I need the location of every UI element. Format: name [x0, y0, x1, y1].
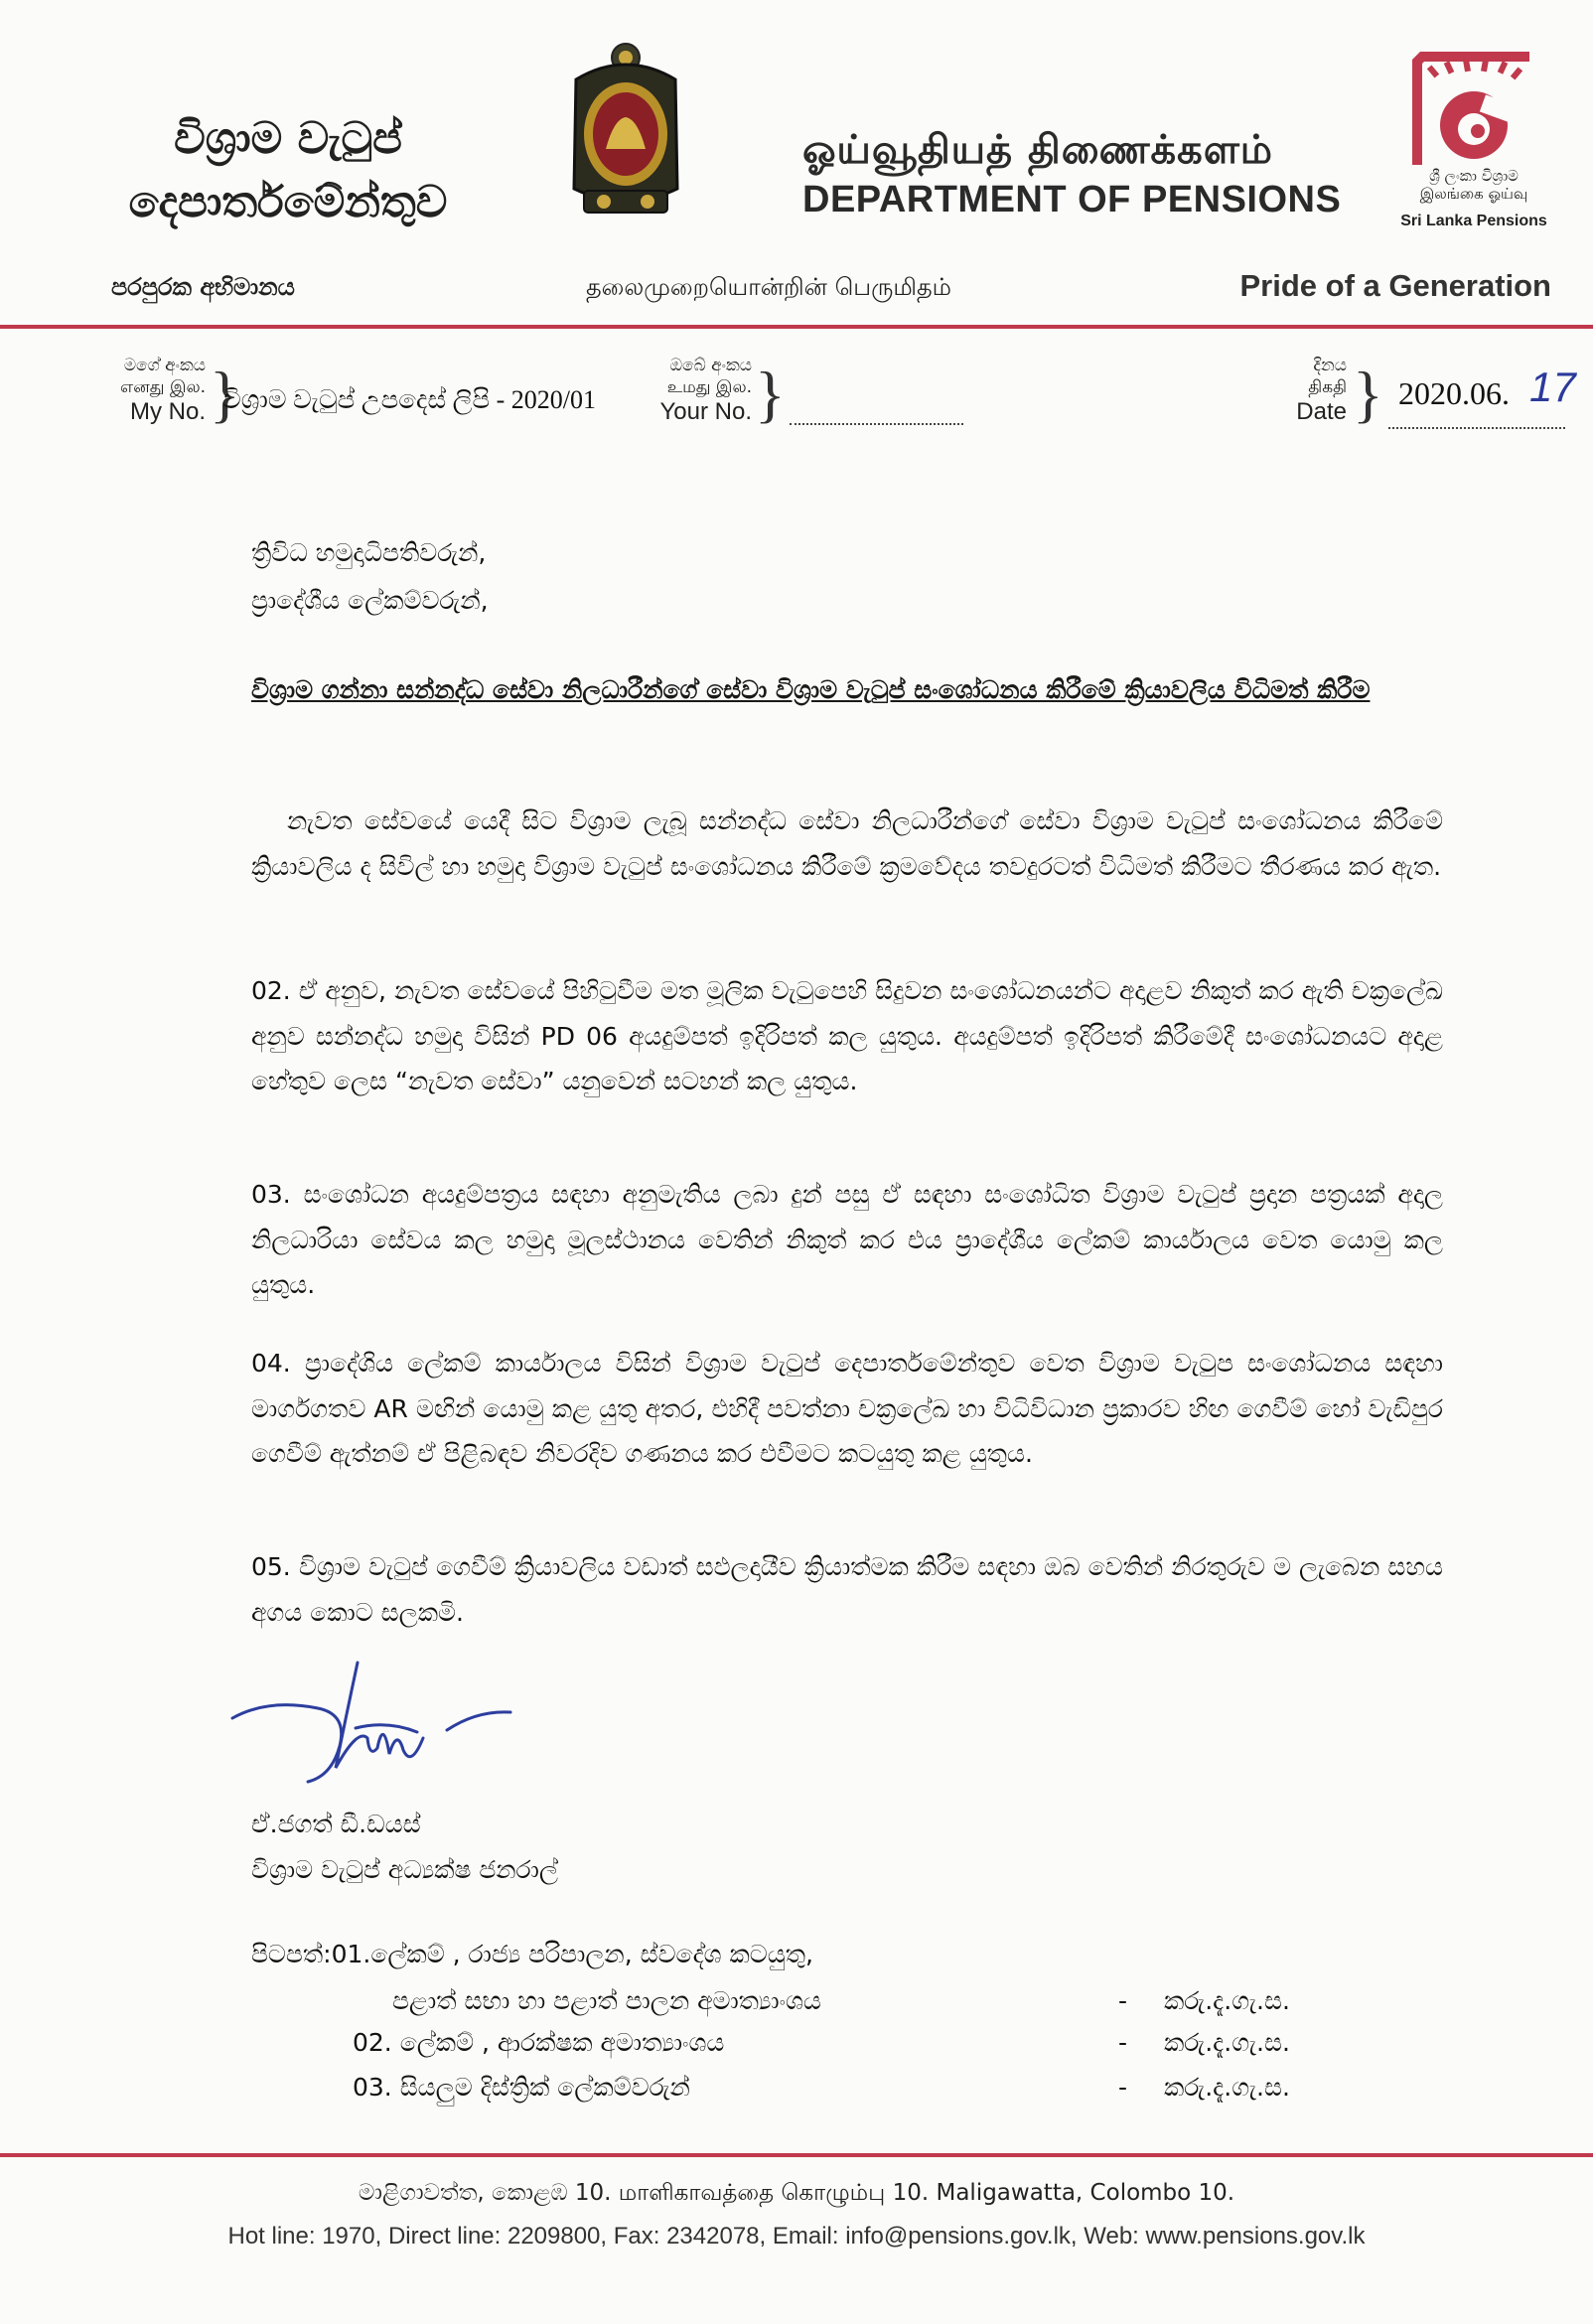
paragraph-4: 04. ප්‍රාදේශිය ලේකම් කාර්යාලය විසින් විශ්‍රාම වැටුප් දෙපාර්තමේන්තුව වෙත විශ්‍රාම වැටුප සංශෝධනය සඳහා මාර්ගගතව AR මඟින් යොමු කළ යුතු අතර, එහිදී පවත්නා චක්‍රලේඛ හා විධිවිධාන ප්‍රකාරව හිඟ ගෙවීම් හෝ වැඩිපුර ගෙවීම් ඇත්නම් ඒ පිළිබඳව නිවරදිව ගණනය කර එවීමට කටයුතු කළ යුතුය.: [251, 1349, 1443, 1468]
logo-caption-english: Sri Lanka Pensions: [1400, 213, 1547, 229]
date-label-sinhala: දිනය: [1313, 356, 1347, 375]
date-label-english: Date: [1296, 398, 1347, 425]
my-no-label: [72, 355, 206, 426]
addressee-2: ප්‍රාදේශීය ලේකම්වරුන්,: [251, 586, 489, 615]
your-no-brace: }: [755, 359, 786, 429]
copy-3-note: කරු.දැ.ගැ.ස.: [1164, 2073, 1290, 2102]
tagline-english: Pride of a Generation: [1239, 268, 1551, 303]
paragraph-2: 02. ඒ අනුව, නැවත සේවයේ පිහිටුවීම මත මූලික වැටුපෙහි සිදුවන සංශෝධනයන්ට අදාළව නිකුත් කර ඇති චක්‍රලේඛ අනුව සන්නද්ධ හමුදා විසින් PD 06 අයදුම්පත් ඉදිරිපත් කල යුතුය. අයදුම්පත් ඉදිරිපත් කිරීමේදී සංශෝධනයට අදාළ හේතුව ලෙස “නැවත සේවා” යනුවෙන් සටහන් කල යුතුය.: [251, 976, 1443, 1095]
my-no-brace: }: [210, 359, 240, 429]
copy-1-dash: -: [1118, 1986, 1128, 2015]
logo-caption-sinhala: ශ්‍රී ලංකා විශ්‍රාම: [1429, 167, 1519, 185]
my-no-label-english: My No.: [129, 398, 206, 425]
date-handwritten-day: 17: [1529, 363, 1576, 410]
copy-3: 03. සියලුම දිස්ත්‍රික් ලේකම්වරුන්: [353, 2073, 690, 2102]
copy-2: 02. ලේකම් , ආරක්ෂක අමාත්‍යාංශය: [353, 2028, 725, 2057]
paragraph-5: 05. විශ්‍රාම වැටුප් ගෙවීම් ක්‍රියාවලිය වඩාත් සඵලදායීව ක්‍රියාත්මක කිරීම සඳහා ඔබ වෙතින් නිරතුරුව ම ලැබෙන සහය අගය කොට සලකමි.: [251, 1552, 1443, 1627]
header-divider: [0, 325, 1593, 329]
date-value: 2020.06.: [1398, 375, 1510, 411]
copies-line-1: [251, 1940, 813, 1969]
footer-divider: [0, 2153, 1593, 2157]
my-no-value: විශ්‍රාම වැටුප් උපදෙස් ලිපි - 2020/01: [222, 385, 596, 414]
letter-subject: විශ්‍රාම ගන්නා සන්නද්ධ සේවා නිලධාරීන්ගේ සේවා විශ්‍රාම වැටුප් සංශෝධනය කිරීමේ ක්‍රියාවලිය විධිමත් කිරීම: [251, 675, 1371, 704]
addressee-1: ත්‍රිවිධ හමුදාධිපතිවරුන්,: [251, 538, 487, 567]
logo-caption-local: [1394, 167, 1553, 203]
department-name-sinhala-line1: විශ්‍රාම වැටුප්: [174, 113, 402, 164]
signatory-name: ඒ.ජගත් ඩී.ඩයස්: [251, 1810, 421, 1838]
paragraph-1: නැවත සේවයේ යෙදී සිට විශ්‍රාම ලැබූ සන්නද්ධ සේවා නිලධාරීන්ගේ සේවා විශ්‍රාම වැටුප් සංශෝධනය කිරීමේ ක්‍රියාවලිය ද සිවිල් හා හමුදා විශ්‍රාම වැටුප් සංශෝධනය කිරීමේ ක්‍රමවේදය තවදුරටත් විධිමත් කිරීමට තීරණය කර ඇත.: [251, 806, 1443, 881]
date-label-tamil: திகதி: [1308, 377, 1347, 397]
department-name-tamil: ஓய்வூதியத் திணைக்களம்: [802, 127, 1273, 173]
copy-2-dash: -: [1118, 2028, 1128, 2057]
copy-1-line1: 01.ලේකම් , රාජ්‍ය පරිපාලන, ස්වදේශ කටයුතු,: [331, 1940, 813, 1968]
footer-contact: Hot line: 1970, Direct line: 2209800, Fax: 2342078, Email: info@pensions.gov.lk, Web: www.pensions.gov.lk: [227, 2223, 1366, 2250]
national-emblem-icon: [566, 40, 685, 223]
tagline-sinhala: පරපුරක අභිමානය: [111, 273, 295, 301]
my-no-label-tamil: எனது இல.: [120, 377, 206, 397]
paragraph-3: 03. සංශෝධන අයදුම්පත්‍රය සඳහා අනුමැතිය ලබා දුන් පසු ඒ සඳහා සංශෝධිත විශ්‍රාම වැටුප් ප්‍රදාන පත්‍රයක් අදාල නිලධාරියා සේවය කල හමුදා මූලස්ථානය වෙතින් නිකුත් කර එය ප්‍රාදේශීය ලේකම් කාර්යාලය වෙත යොමු කල යුතුය.: [251, 1180, 1443, 1299]
footer-address: මාළිගාවත්ත, කොළඹ 10. மாளிகாவத்தை கொழும்பு 10. Maligawatta, Colombo 10.: [358, 2180, 1235, 2206]
department-name-english: DEPARTMENT OF PENSIONS: [802, 179, 1342, 220]
your-no-label: [608, 355, 752, 426]
sri-lanka-pensions-logo-icon: [1408, 48, 1537, 177]
copy-2-note: කරු.දැ.ගැ.ස.: [1164, 2028, 1290, 2057]
tagline-tamil: தலைமுறையொன்றின் பெருமிதம்: [586, 273, 951, 301]
your-no-label-sinhala: ඔබේ අංකය: [669, 356, 752, 375]
handwritten-signature: [228, 1659, 516, 1808]
copies-prefix: පිටපත්:: [251, 1940, 332, 1968]
your-no-label-english: Your No.: [659, 398, 752, 425]
department-name-sinhala-line2: දෙපාර්තමේන්තුව: [128, 177, 448, 227]
department-name-sinhala: [99, 107, 477, 234]
copy-1-line2: පළාත් සභා හා පළාත් පාලන අමාත්‍යාංශය: [392, 1986, 821, 2015]
date-underline: [1388, 399, 1565, 429]
date-brace: }: [1353, 359, 1383, 429]
copy-3-dash: -: [1118, 2073, 1128, 2102]
your-no-blank: [790, 397, 963, 425]
your-no-label-tamil: உமது இல.: [666, 377, 752, 397]
my-no-label-sinhala: මගේ අංකය: [123, 356, 206, 375]
copy-1-note: කරු.දැ.ගැ.ස.: [1164, 1986, 1290, 2015]
signatory-title: විශ්‍රාම වැටුප් අධ්‍යක්ෂ ජනරාල්: [251, 1855, 558, 1884]
logo-caption-tamil: இலங்கை ஓய்வு: [1419, 185, 1528, 203]
date-label: [1249, 355, 1347, 426]
